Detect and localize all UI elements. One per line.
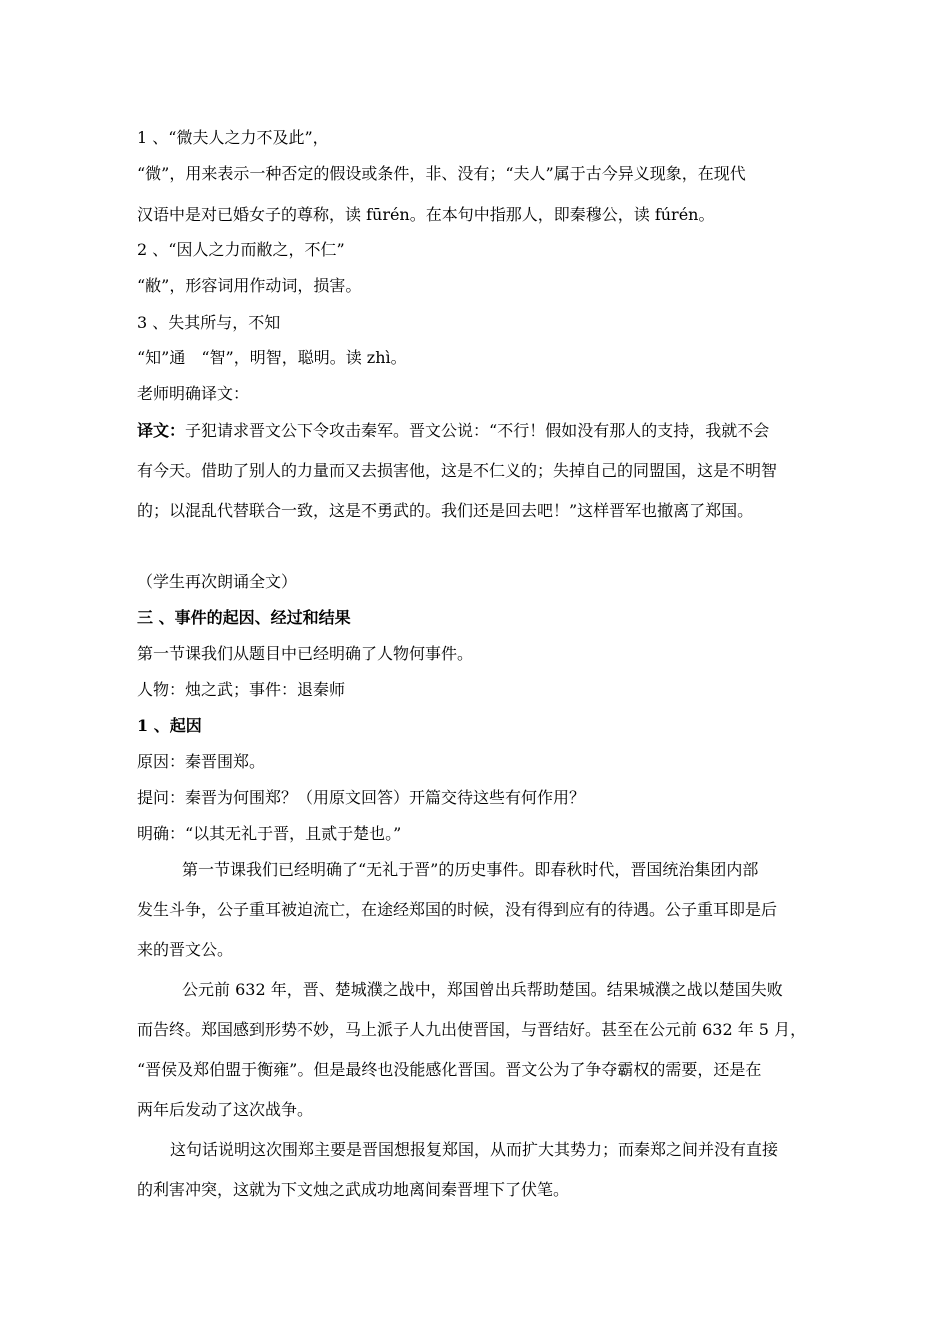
cause-heading: 1 、起因	[137, 716, 202, 735]
note-1-line-1: “微”，用来表示一种否定的假设或条件，非、没有；“夫人”属于古今异义现象，在现代	[137, 164, 746, 183]
translation-line-2: 有今天。借助了别人的力量而又去损害他，这是不仁义的；失掉自己的同盟国，这是不明智	[137, 461, 778, 480]
note-2-line: “敝”，形容词用作动词，损害。	[137, 276, 362, 295]
paragraph-1-line-1: 第一节课我们已经明确了“无礼于晋”的历史事件。即春秋时代，晋国统治集团内部	[182, 860, 759, 879]
note-1-line-2: 汉语中是对已婚女子的尊称，读 fūrén。在本句中指那人，即秦穆公，读 fúrén。	[137, 205, 715, 224]
characters-and-event: 人物：烛之武；事件：退秦师	[137, 680, 346, 699]
paragraph-2-line-4: 两年后发动了这次战争。	[137, 1100, 314, 1119]
note-1-heading: 1 、“微夫人之力不及此”，	[137, 128, 329, 147]
note-2-heading: 2 、“因人之力而敝之，不仁”	[137, 240, 345, 259]
translation-text-1: 子犯请求晋文公下令攻击秦军。晋文公说：“不行！假如没有那人的支持，我就不会	[185, 421, 770, 440]
section-3-intro: 第一节课我们从题目中已经明确了人物何事件。	[137, 644, 474, 663]
note-3-line: “知”通 “智”，明智，聪明。读 zhì。	[137, 348, 407, 367]
paragraph-2-line-2: 而告终。郑国感到形势不妙，马上派子人九出使晋国，与晋结好。甚至在公元前 632 年 5 月，	[137, 1020, 807, 1039]
note-3-heading: 3 、失其所与，不知	[137, 313, 281, 332]
paragraph-1-line-3: 来的晋文公。	[137, 940, 234, 959]
translation-line-1	[137, 421, 769, 441]
paragraph-1-line-2: 发生斗争，公子重耳被迫流亡，在途经郑国的时候，没有得到应有的待遇。公子重耳即是后	[137, 900, 778, 919]
paragraph-3-line-2: 的利害冲突，这就为下文烛之武成功地离间秦晋埋下了伏笔。	[137, 1180, 570, 1199]
cause-reason: 原因：秦晋围郑。	[137, 752, 266, 771]
paragraph-2-line-3: “晋侯及郑伯盟于衡雍”。但是最终也没能感化晋国。晋文公为了争夺霸权的需要，还是在	[137, 1060, 762, 1079]
teacher-translation-label: 老师明确译文：	[137, 384, 250, 403]
student-reading-note: （学生再次朗诵全文）	[137, 572, 298, 591]
question-line: 提问：秦晋为何围郑？（用原文回答）开篇交待这些有何作用？	[137, 788, 586, 807]
paragraph-2-line-1: 公元前 632 年，晋、楚城濮之战中，郑国曾出兵帮助楚国。结果城濮之战以楚国失败	[182, 980, 783, 999]
answer-line: 明确：“以其无礼于晋，且贰于楚也。”	[137, 824, 402, 843]
translation-label: 译文：	[137, 421, 186, 440]
paragraph-3-line-1: 这句话说明这次围郑主要是晋国想报复郑国，从而扩大其势力；而秦郑之间并没有直接	[170, 1140, 779, 1159]
section-3-heading: 三 、事件的起因、经过和结果	[137, 608, 351, 627]
translation-line-3: 的；以混乱代替联合一致，这是不勇武的。我们还是回去吧！”这样晋军也撤离了郑国。	[137, 501, 754, 520]
